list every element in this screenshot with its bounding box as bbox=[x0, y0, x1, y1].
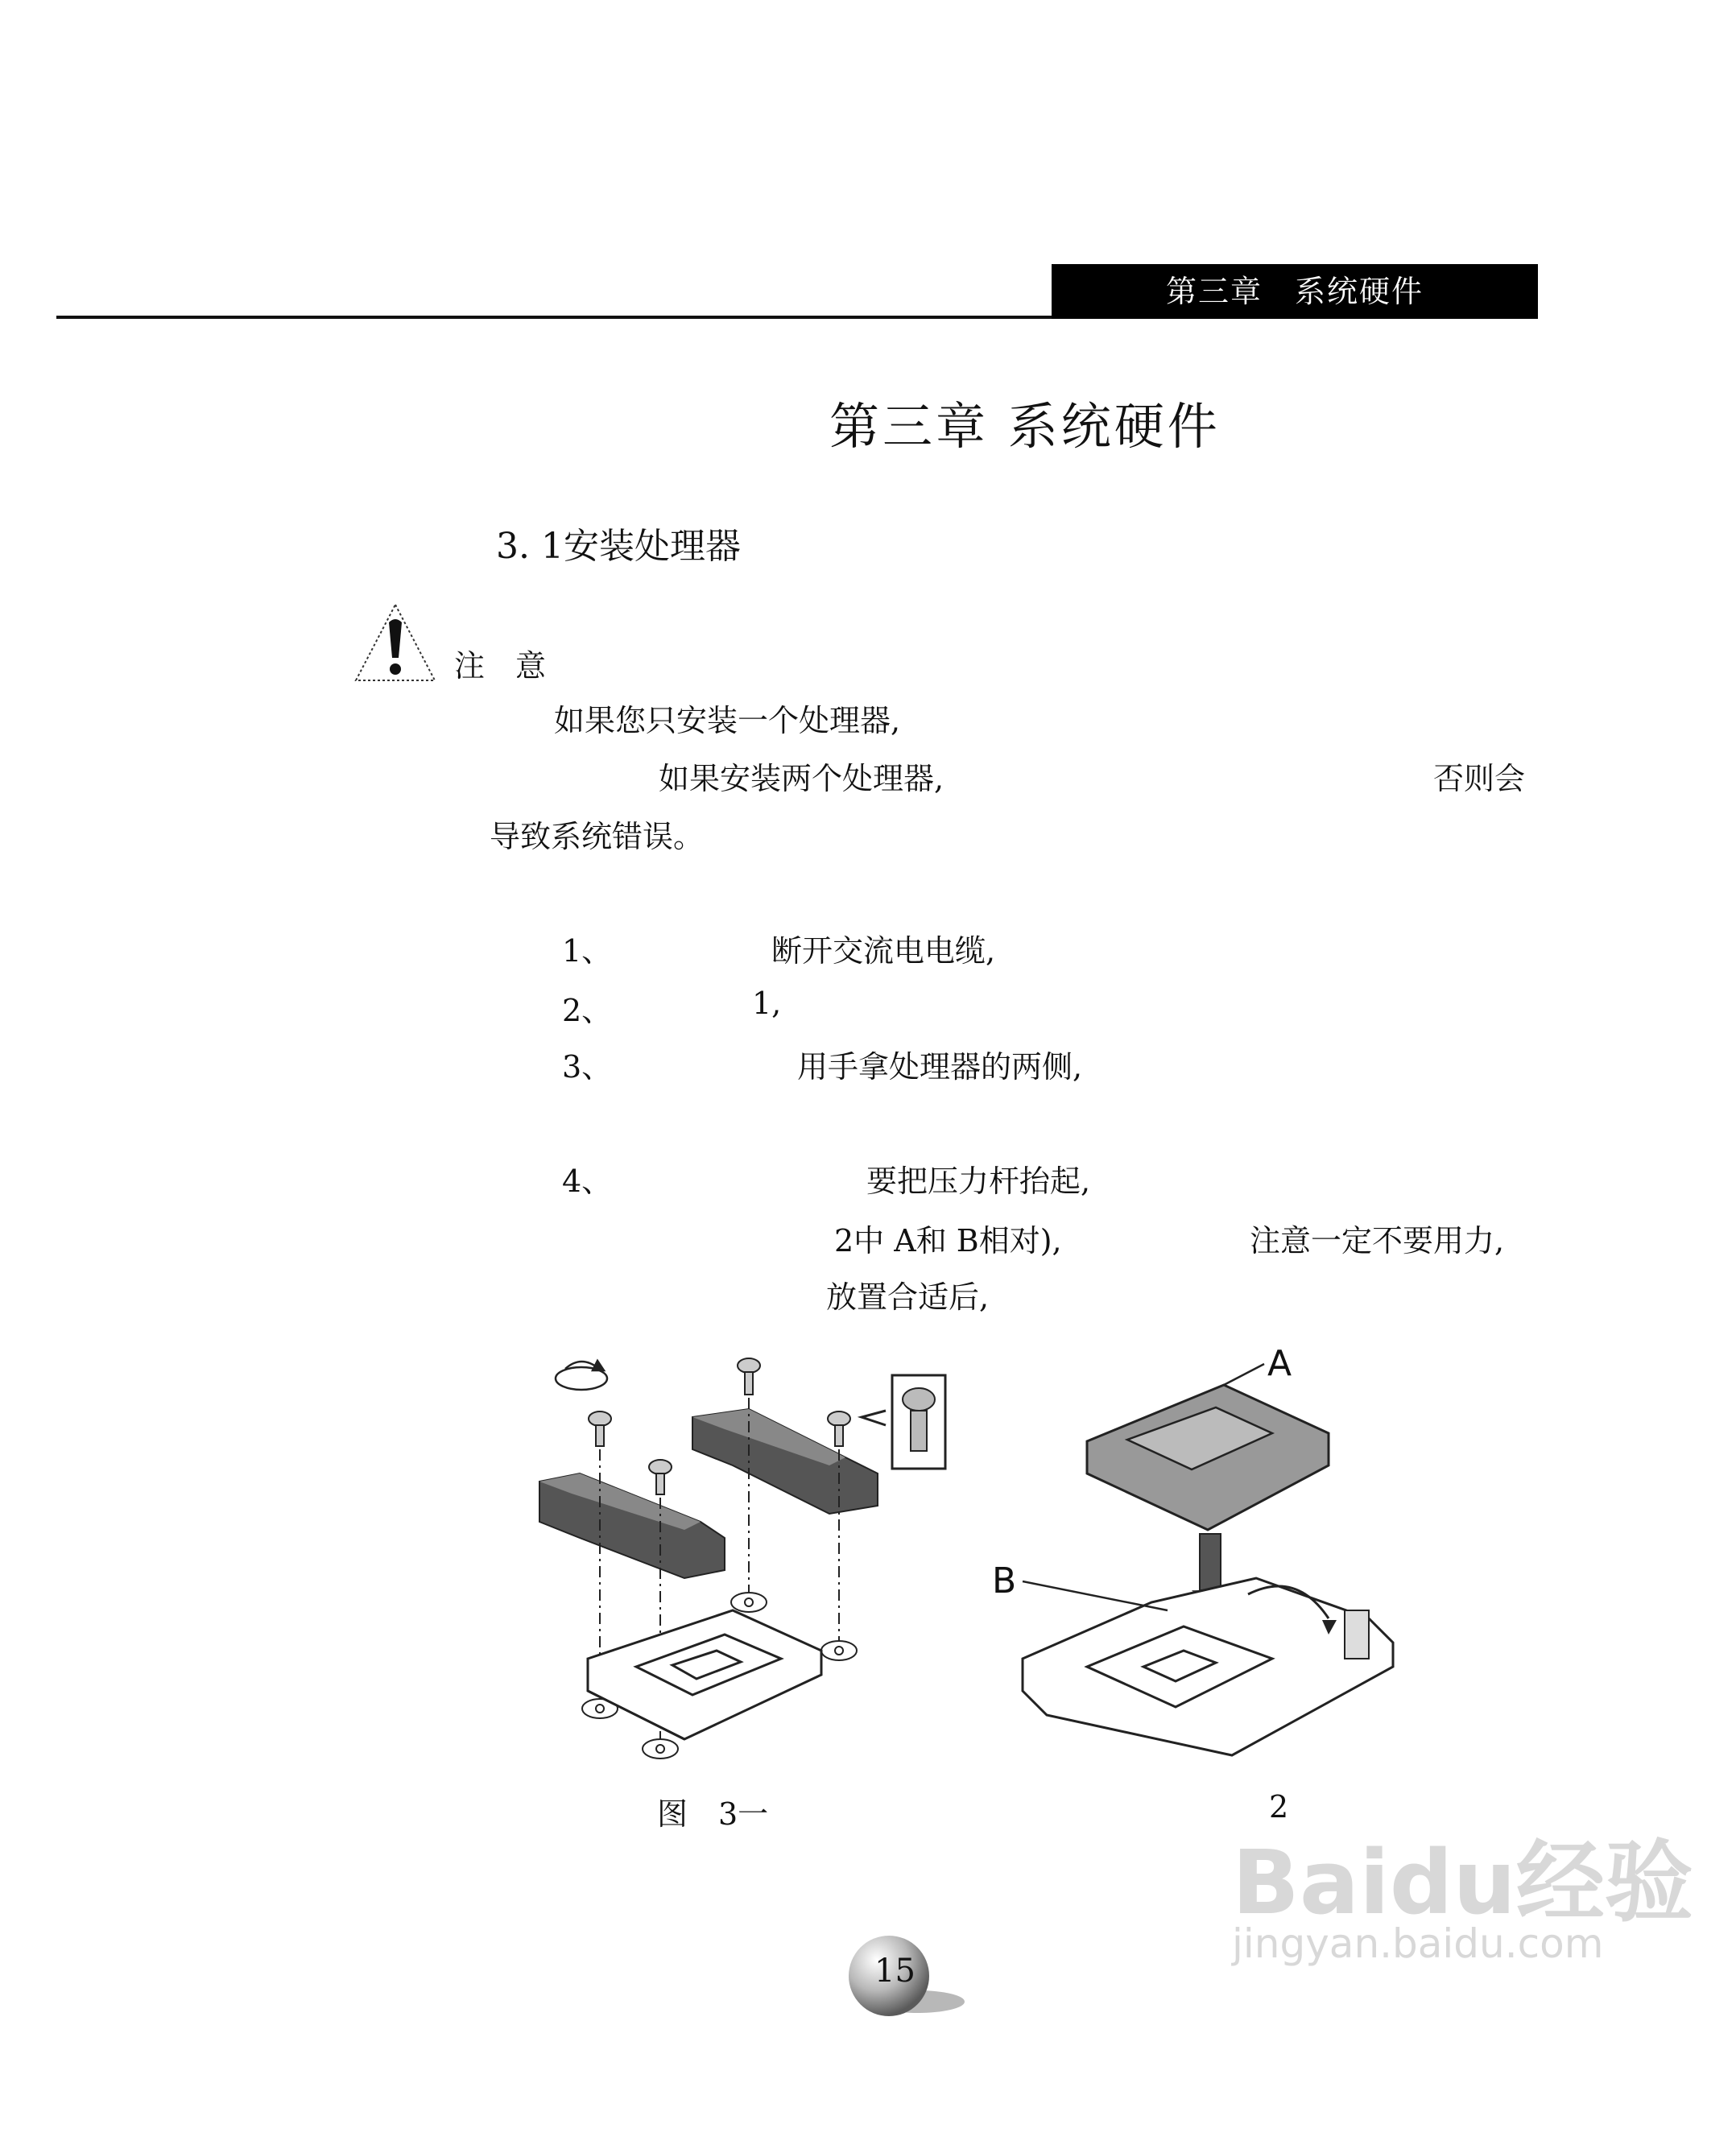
notice-line-2b: 否则会 bbox=[1433, 761, 1526, 796]
section-title: 3. 1安装处理器 bbox=[496, 526, 741, 567]
notice-line-1: 如果您只安装一个处理器, bbox=[554, 703, 901, 738]
step-2-number: 2、 bbox=[562, 993, 613, 1028]
running-header: 第三章 系统硬件 bbox=[1052, 264, 1538, 319]
step-4-cont-1a: 2中 A和 B相对), bbox=[834, 1223, 1062, 1258]
retention-module-figure bbox=[523, 1337, 958, 1779]
watermark-url: jingyan.baidu.com bbox=[1232, 1920, 1604, 1967]
notice-line-2a: 如果安装两个处理器, bbox=[659, 761, 944, 796]
watermark-brand: Baidu经验 bbox=[1232, 1831, 1693, 1934]
step-4-number: 4、 bbox=[562, 1163, 613, 1199]
step-4-text: 要把压力杆抬起, bbox=[866, 1163, 1091, 1199]
page-number: 15 bbox=[874, 1953, 916, 1990]
step-1-text: 断开交流电电缆, bbox=[771, 933, 996, 969]
header-rule bbox=[56, 316, 1055, 319]
step-2-text: 1, bbox=[752, 986, 782, 1021]
label-a: A bbox=[1267, 1343, 1292, 1384]
notice-label: 注 意 bbox=[454, 648, 547, 684]
warning-icon bbox=[353, 600, 438, 685]
figure-caption-left: 图 3一 bbox=[657, 1796, 769, 1832]
processor-install-figure bbox=[990, 1337, 1425, 1788]
chapter-title: 第三章 系统硬件 bbox=[829, 397, 1221, 456]
step-3-number: 3、 bbox=[562, 1049, 613, 1085]
step-3-text: 用手拿处理器的两侧, bbox=[797, 1049, 1083, 1085]
step-4-cont-1b: 注意一定不要用力, bbox=[1250, 1223, 1505, 1258]
step-4-cont-2: 放置合适后, bbox=[826, 1279, 990, 1315]
label-b: B bbox=[992, 1560, 1017, 1602]
figure-caption-right: 2 bbox=[1269, 1789, 1289, 1825]
notice-line-3: 导致系统错误。 bbox=[490, 819, 705, 854]
step-1-number: 1、 bbox=[562, 933, 613, 969]
